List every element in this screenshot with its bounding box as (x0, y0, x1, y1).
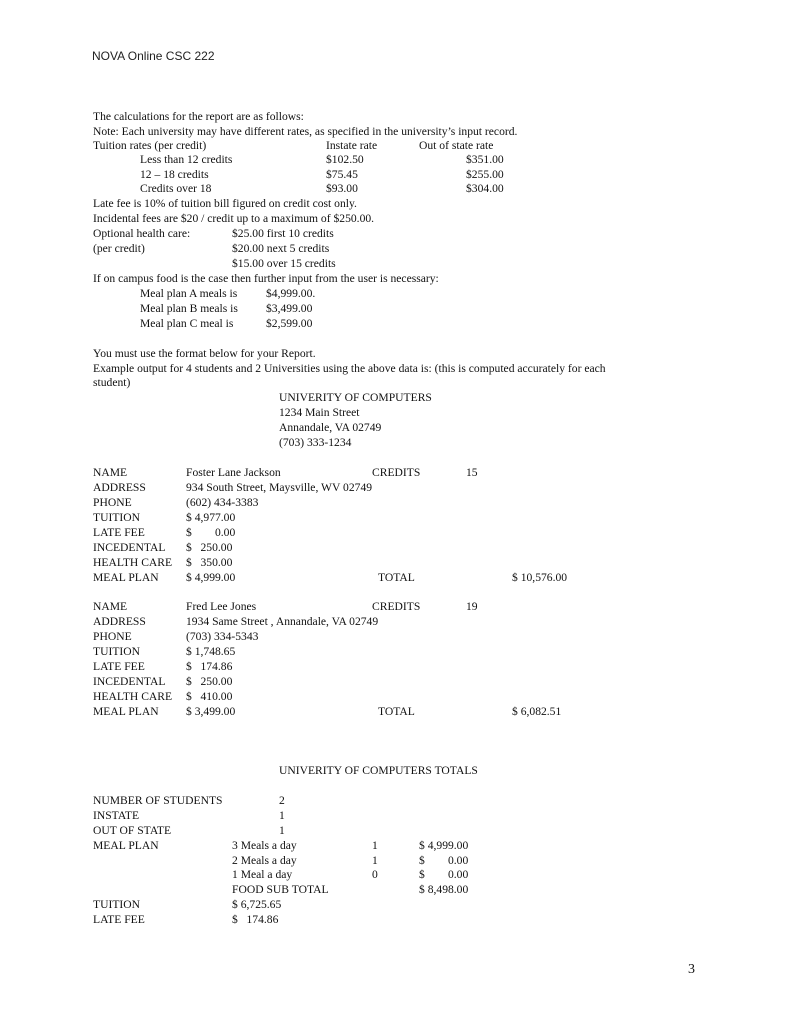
student-name: Foster Lane Jackson (186, 466, 281, 479)
credits-label: CREDITS (372, 466, 421, 479)
totals-value: 1 (279, 824, 285, 837)
row-value: $ 250.00 (186, 541, 233, 554)
university-street: 1234 Main Street (279, 406, 360, 419)
row-label: INCEDENTAL (93, 675, 166, 688)
row-value: $ 0.00 (186, 526, 236, 539)
total-label: TOTAL (378, 571, 415, 584)
university-city: Annandale, VA 02749 (279, 421, 382, 434)
rate-row-outstate: $304.00 (466, 182, 504, 195)
totals-value: $ 174.86 (232, 913, 279, 926)
meal-row-label: 1 Meal a day (232, 868, 293, 881)
meal-row-amount: $ 4,999.00 (419, 839, 469, 852)
meal-plan-label: Meal plan B meals is (140, 302, 238, 315)
food-note: If on campus food is the case then further input from the user is necessary: (93, 272, 439, 285)
row-label: INCEDENTAL (93, 541, 166, 554)
row-value: $ 350.00 (186, 556, 233, 569)
meal-row-count: 1 (372, 839, 378, 852)
row-value: (602) 434-3383 (186, 496, 259, 509)
meal-row-amount: $ 8,498.00 (419, 883, 469, 896)
row-value: 934 South Street, Maysville, WV 02749 (186, 481, 373, 494)
rates-head-outstate: Out of state rate (419, 139, 494, 152)
meal-plan-label: Meal plan C meal is (140, 317, 234, 330)
rates-head-label: Tuition rates (per credit) (93, 139, 207, 152)
meal-row-amount: $ 0.00 (419, 854, 469, 867)
university-phone: (703) 333-1234 (279, 436, 352, 449)
rate-row-instate: $93.00 (326, 182, 358, 195)
row-label: PHONE (93, 630, 132, 643)
row-label: MEAL PLAN (93, 705, 159, 718)
health-rate: $20.00 next 5 credits (232, 242, 330, 255)
row-label: PHONE (93, 496, 132, 509)
totals-value: $ 6,725.65 (232, 898, 282, 911)
row-value: $ 4,977.00 (186, 511, 236, 524)
total-value: $ 6,082.51 (512, 705, 562, 718)
row-value: (703) 334-5343 (186, 630, 259, 643)
row-label: TUITION (93, 511, 141, 524)
totals-value: 1 (279, 809, 285, 822)
page-header: NOVA Online CSC 222 (92, 49, 215, 63)
row-label: ADDRESS (93, 481, 146, 494)
row-value: $ 250.00 (186, 675, 233, 688)
meal-plan-price: $2,599.00 (266, 317, 313, 330)
format-note: Example output for 4 students and 2 Universities using the above data is: (this is computed accurately for each (93, 362, 606, 375)
row-label: HEALTH CARE (93, 690, 173, 703)
rates-head-instate: Instate rate (326, 139, 378, 152)
credits-value: 15 (466, 466, 478, 479)
totals-label: OUT OF STATE (93, 824, 172, 837)
meal-plan-label: Meal plan A meals is (140, 287, 238, 300)
name-label: NAME (93, 466, 128, 479)
intro-line: Note: Each university may have different rates, as specified in the university’s input record. (93, 125, 518, 138)
rate-row-instate: $102.50 (326, 153, 364, 166)
meal-row-label: 3 Meals a day (232, 839, 297, 852)
format-note: You must use the format below for your Report. (93, 347, 316, 360)
health-label-sub: (per credit) (93, 242, 145, 255)
intro-line: The calculations for the report are as follows: (93, 110, 304, 123)
credits-value: 19 (466, 600, 478, 613)
row-value: $ 174.86 (186, 660, 233, 673)
row-value: $ 4,999.00 (186, 571, 236, 584)
totals-label: LATE FEE (93, 913, 145, 926)
format-note: student) (93, 376, 131, 389)
fee-line: Late fee is 10% of tuition bill figured on credit cost only. (93, 197, 357, 210)
total-value: $ 10,576.00 (512, 571, 568, 584)
row-label: LATE FEE (93, 660, 145, 673)
totals-label: INSTATE (93, 809, 140, 822)
row-label: HEALTH CARE (93, 556, 173, 569)
row-value: 1934 Same Street , Annandale, VA 02749 (186, 615, 379, 628)
meal-row-count: 1 (372, 854, 378, 867)
rate-row-label: 12 – 18 credits (140, 168, 209, 181)
meal-plan-price: $4,999.00. (266, 287, 316, 300)
meal-plan-price: $3,499.00 (266, 302, 313, 315)
meal-row-count: 0 (372, 868, 378, 881)
rate-row-label: Less than 12 credits (140, 153, 233, 166)
row-label: TUITION (93, 645, 141, 658)
health-rate: $15.00 over 15 credits (232, 257, 336, 270)
meal-row-amount: $ 0.00 (419, 868, 469, 881)
row-label: LATE FEE (93, 526, 145, 539)
totals-value: 2 (279, 794, 285, 807)
totals-label: MEAL PLAN (93, 839, 159, 852)
rate-row-label: Credits over 18 (140, 182, 212, 195)
row-label: ADDRESS (93, 615, 146, 628)
totals-label: TUITION (93, 898, 141, 911)
totals-title: UNIVERITY OF COMPUTERS TOTALS (279, 764, 478, 777)
row-value: $ 3,499.00 (186, 705, 236, 718)
total-label: TOTAL (378, 705, 415, 718)
university-name: UNIVERITY OF COMPUTERS (279, 391, 432, 404)
health-rate: $25.00 first 10 credits (232, 227, 334, 240)
rate-row-instate: $75.45 (326, 168, 358, 181)
rate-row-outstate: $351.00 (466, 153, 504, 166)
page-number: 3 (688, 962, 695, 977)
health-label: Optional health care: (93, 227, 191, 240)
meal-row-label: FOOD SUB TOTAL (232, 883, 329, 896)
credits-label: CREDITS (372, 600, 421, 613)
name-label: NAME (93, 600, 128, 613)
fee-line: Incidental fees are $20 / credit up to a maximum of $250.00. (93, 212, 375, 225)
rate-row-outstate: $255.00 (466, 168, 504, 181)
row-value: $ 410.00 (186, 690, 233, 703)
totals-label: NUMBER OF STUDENTS (93, 794, 223, 807)
meal-row-label: 2 Meals a day (232, 854, 297, 867)
row-label: MEAL PLAN (93, 571, 159, 584)
row-value: $ 1,748.65 (186, 645, 236, 658)
student-name: Fred Lee Jones (186, 600, 257, 613)
